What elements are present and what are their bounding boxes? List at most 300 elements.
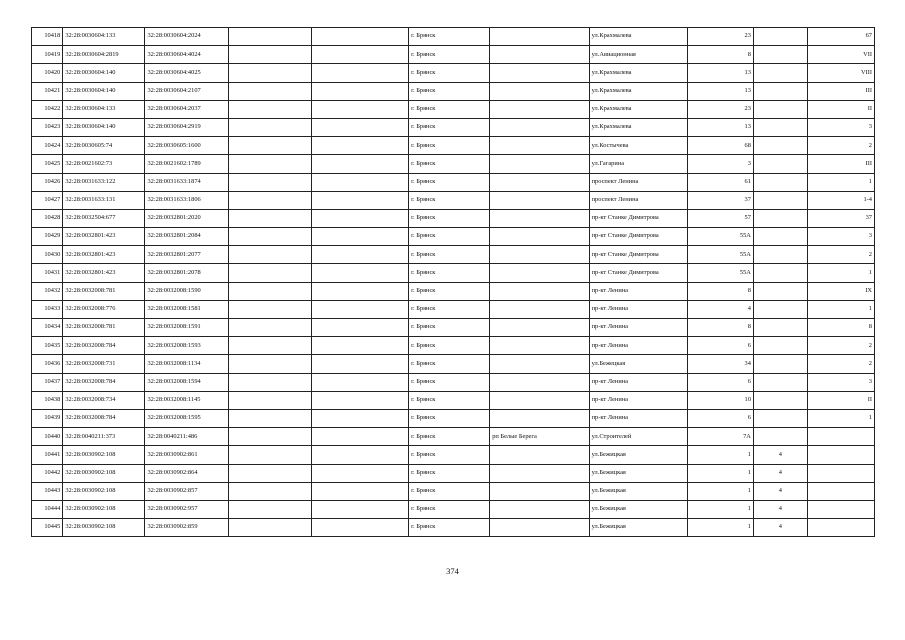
empty-column-cell: [311, 246, 408, 264]
record-number-cell: 10425: [32, 155, 63, 173]
record-number-cell: 10423: [32, 118, 63, 136]
table-row: [32, 118, 875, 136]
street-cell: ул.Крахмалева: [589, 64, 687, 82]
record-number-cell: 10439: [32, 409, 63, 427]
empty-column-cell: [311, 173, 408, 191]
building-number-cell: [753, 118, 807, 136]
apartment-number-cell: [807, 446, 874, 464]
empty-column-cell: [311, 373, 408, 391]
apartment-number-cell: 2: [807, 137, 874, 155]
parcel-cadastral-number-cell: 32:28:0030604:140: [63, 118, 145, 136]
building-number-cell: [753, 246, 807, 264]
locality-cell: г. Брянск: [409, 100, 490, 118]
street-cell: пр-кт Станке Димитрова: [589, 228, 687, 246]
street-cell: ул.Бежицкая: [589, 519, 687, 537]
settlement-cell: [490, 209, 589, 227]
locality-cell: г. Брянск: [409, 28, 490, 46]
parcel-cadastral-number-cell: 32:28:0030902:108: [63, 482, 145, 500]
settlement-cell: [490, 228, 589, 246]
house-number-cell: 13: [687, 64, 753, 82]
settlement-cell: [490, 391, 589, 409]
building-number-cell: [753, 391, 807, 409]
blank-column-cell: [228, 191, 311, 209]
settlement-cell: [490, 482, 589, 500]
blank-column-cell: [228, 319, 311, 337]
empty-column-cell: [311, 500, 408, 518]
street-cell: пр-кт Станке Димитрова: [589, 209, 687, 227]
locality-cell: г. Брянск: [409, 137, 490, 155]
parcel-cadastral-number-cell: 32:28:0021602:73: [63, 155, 145, 173]
house-number-cell: 55А: [687, 246, 753, 264]
street-cell: ул.Крахмалева: [589, 100, 687, 118]
locality-cell: г. Брянск: [409, 173, 490, 191]
locality-cell: г. Брянск: [409, 209, 490, 227]
blank-column-cell: [228, 337, 311, 355]
blank-column-cell: [228, 519, 311, 537]
street-cell: проспект Ленина: [589, 191, 687, 209]
record-number-cell: 10432: [32, 282, 63, 300]
object-cadastral-number-cell: 32:28:0032008:1581: [145, 300, 228, 318]
building-number-cell: [753, 337, 807, 355]
record-number-cell: 10442: [32, 464, 63, 482]
empty-column-cell: [311, 100, 408, 118]
record-number-cell: 10435: [32, 337, 63, 355]
object-cadastral-number-cell: 32:28:0032008:1590: [145, 282, 228, 300]
street-cell: ул.Крахмалева: [589, 82, 687, 100]
settlement-cell: [490, 282, 589, 300]
blank-column-cell: [228, 28, 311, 46]
parcel-cadastral-number-cell: 32:28:0032504:677: [63, 209, 145, 227]
blank-column-cell: [228, 373, 311, 391]
apartment-number-cell: [807, 519, 874, 537]
object-cadastral-number-cell: 32:28:0032801:2078: [145, 264, 228, 282]
locality-cell: г. Брянск: [409, 500, 490, 518]
street-cell: пр-кт Ленина: [589, 337, 687, 355]
house-number-cell: 8: [687, 46, 753, 64]
house-number-cell: 1: [687, 482, 753, 500]
locality-cell: г. Брянск: [409, 337, 490, 355]
blank-column-cell: [228, 246, 311, 264]
building-number-cell: [753, 264, 807, 282]
empty-column-cell: [311, 137, 408, 155]
locality-cell: г. Брянск: [409, 355, 490, 373]
object-cadastral-number-cell: 32:28:0030605:1600: [145, 137, 228, 155]
apartment-number-cell: 3: [807, 228, 874, 246]
apartment-number-cell: IX: [807, 282, 874, 300]
record-number-cell: 10436: [32, 355, 63, 373]
locality-cell: г. Брянск: [409, 373, 490, 391]
blank-column-cell: [228, 137, 311, 155]
record-number-cell: 10419: [32, 46, 63, 64]
building-number-cell: [753, 82, 807, 100]
house-number-cell: 61: [687, 173, 753, 191]
registry-rows: [32, 28, 875, 537]
street-cell: пр-кт Ленина: [589, 373, 687, 391]
street-cell: пр-кт Ленина: [589, 300, 687, 318]
house-number-cell: 6: [687, 337, 753, 355]
parcel-cadastral-number-cell: 32:28:0030902:108: [63, 464, 145, 482]
locality-cell: г. Брянск: [409, 446, 490, 464]
object-cadastral-number-cell: 32:28:0032008:1591: [145, 319, 228, 337]
apartment-number-cell: 8: [807, 319, 874, 337]
house-number-cell: 3: [687, 155, 753, 173]
object-cadastral-number-cell: 32:28:0032008:1594: [145, 373, 228, 391]
object-cadastral-number-cell: 32:28:0032008:1595: [145, 409, 228, 427]
house-number-cell: 1: [687, 464, 753, 482]
apartment-number-cell: II: [807, 391, 874, 409]
house-number-cell: 55А: [687, 264, 753, 282]
object-cadastral-number-cell: 32:28:0032008:1134: [145, 355, 228, 373]
building-number-cell: [753, 209, 807, 227]
settlement-cell: [490, 319, 589, 337]
street-cell: ул.Бежецкая: [589, 355, 687, 373]
locality-cell: г. Брянск: [409, 428, 490, 446]
locality-cell: г. Брянск: [409, 155, 490, 173]
settlement-cell: [490, 409, 589, 427]
blank-column-cell: [228, 118, 311, 136]
settlement-cell: [490, 464, 589, 482]
parcel-cadastral-number-cell: 32:28:0030604:133: [63, 28, 145, 46]
record-number-cell: 10433: [32, 300, 63, 318]
house-number-cell: 7А: [687, 428, 753, 446]
table-row: [32, 519, 875, 537]
empty-column-cell: [311, 155, 408, 173]
house-number-cell: 1: [687, 446, 753, 464]
record-number-cell: 10445: [32, 519, 63, 537]
locality-cell: г. Брянск: [409, 409, 490, 427]
blank-column-cell: [228, 409, 311, 427]
settlement-cell: [490, 264, 589, 282]
empty-column-cell: [311, 428, 408, 446]
record-number-cell: 10427: [32, 191, 63, 209]
blank-column-cell: [228, 391, 311, 409]
settlement-cell: [490, 300, 589, 318]
house-number-cell: 23: [687, 28, 753, 46]
empty-column-cell: [311, 391, 408, 409]
street-cell: ул.Крахмалева: [589, 118, 687, 136]
building-number-cell: 4: [753, 500, 807, 518]
object-cadastral-number-cell: 32:28:0030604:2037: [145, 100, 228, 118]
object-cadastral-number-cell: 32:28:0032801:2084: [145, 228, 228, 246]
registry-table: [31, 27, 875, 537]
object-cadastral-number-cell: 32:28:0030604:2919: [145, 118, 228, 136]
street-cell: ул.Авиационная: [589, 46, 687, 64]
settlement-cell: рп Белые Берега: [490, 428, 589, 446]
table-row: [32, 355, 875, 373]
house-number-cell: 34: [687, 355, 753, 373]
blank-column-cell: [228, 355, 311, 373]
object-cadastral-number-cell: 32:28:0021602:1789: [145, 155, 228, 173]
table-row: [32, 246, 875, 264]
building-number-cell: [753, 319, 807, 337]
parcel-cadastral-number-cell: 32:28:0032801:423: [63, 246, 145, 264]
locality-cell: г. Брянск: [409, 282, 490, 300]
object-cadastral-number-cell: 32:28:0030604:2024: [145, 28, 228, 46]
object-cadastral-number-cell: 32:28:0032008:1593: [145, 337, 228, 355]
settlement-cell: [490, 337, 589, 355]
blank-column-cell: [228, 282, 311, 300]
street-cell: пр-кт Станке Димитрова: [589, 264, 687, 282]
empty-column-cell: [311, 300, 408, 318]
house-number-cell: 8: [687, 282, 753, 300]
table-row: [32, 137, 875, 155]
record-number-cell: 10418: [32, 28, 63, 46]
building-number-cell: [753, 228, 807, 246]
apartment-number-cell: III: [807, 155, 874, 173]
apartment-number-cell: II: [807, 100, 874, 118]
apartment-number-cell: 3: [807, 373, 874, 391]
settlement-cell: [490, 500, 589, 518]
parcel-cadastral-number-cell: 32:28:0032008:784: [63, 409, 145, 427]
empty-column-cell: [311, 118, 408, 136]
street-cell: ул.Гагарина: [589, 155, 687, 173]
apartment-number-cell: 67: [807, 28, 874, 46]
parcel-cadastral-number-cell: 32:28:0032008:784: [63, 373, 145, 391]
record-number-cell: 10441: [32, 446, 63, 464]
table-row: [32, 337, 875, 355]
record-number-cell: 10421: [32, 82, 63, 100]
empty-column-cell: [311, 28, 408, 46]
object-cadastral-number-cell: 32:28:0040211:486: [145, 428, 228, 446]
parcel-cadastral-number-cell: 32:28:0032008:776: [63, 300, 145, 318]
building-number-cell: [753, 428, 807, 446]
parcel-cadastral-number-cell: 32:28:0032801:423: [63, 264, 145, 282]
street-cell: пр-кт Ленина: [589, 282, 687, 300]
table-row: [32, 209, 875, 227]
street-cell: ул.Бежицкая: [589, 464, 687, 482]
locality-cell: г. Брянск: [409, 64, 490, 82]
street-cell: пр-кт Станке Димитрова: [589, 246, 687, 264]
building-number-cell: [753, 173, 807, 191]
house-number-cell: 6: [687, 373, 753, 391]
apartment-number-cell: 1: [807, 264, 874, 282]
object-cadastral-number-cell: 32:28:0030902:861: [145, 446, 228, 464]
table-row: [32, 28, 875, 46]
parcel-cadastral-number-cell: 32:28:0032801:423: [63, 228, 145, 246]
apartment-number-cell: 2: [807, 337, 874, 355]
blank-column-cell: [228, 300, 311, 318]
record-number-cell: 10443: [32, 482, 63, 500]
blank-column-cell: [228, 500, 311, 518]
blank-column-cell: [228, 173, 311, 191]
street-cell: ул.Бежицкая: [589, 500, 687, 518]
settlement-cell: [490, 28, 589, 46]
building-number-cell: [753, 64, 807, 82]
settlement-cell: [490, 137, 589, 155]
locality-cell: г. Брянск: [409, 319, 490, 337]
table-row: [32, 500, 875, 518]
locality-cell: г. Брянск: [409, 118, 490, 136]
building-number-cell: [753, 373, 807, 391]
record-number-cell: 10420: [32, 64, 63, 82]
settlement-cell: [490, 64, 589, 82]
empty-column-cell: [311, 464, 408, 482]
table-row: [32, 300, 875, 318]
house-number-cell: 13: [687, 82, 753, 100]
blank-column-cell: [228, 82, 311, 100]
locality-cell: г. Брянск: [409, 391, 490, 409]
apartment-number-cell: 2: [807, 355, 874, 373]
page-number: 374: [446, 566, 459, 576]
record-number-cell: 10428: [32, 209, 63, 227]
settlement-cell: [490, 246, 589, 264]
settlement-cell: [490, 355, 589, 373]
object-cadastral-number-cell: 32:28:0030604:4024: [145, 46, 228, 64]
table-row: [32, 191, 875, 209]
object-cadastral-number-cell: 32:28:0031633:1874: [145, 173, 228, 191]
parcel-cadastral-number-cell: 32:28:0030604:133: [63, 100, 145, 118]
building-number-cell: [753, 191, 807, 209]
parcel-cadastral-number-cell: 32:28:0030605:74: [63, 137, 145, 155]
house-number-cell: 37: [687, 191, 753, 209]
object-cadastral-number-cell: 32:28:0030604:4025: [145, 64, 228, 82]
house-number-cell: 68: [687, 137, 753, 155]
empty-column-cell: [311, 209, 408, 227]
locality-cell: г. Брянск: [409, 228, 490, 246]
apartment-number-cell: VII: [807, 46, 874, 64]
apartment-number-cell: VIII: [807, 64, 874, 82]
blank-column-cell: [228, 482, 311, 500]
settlement-cell: [490, 446, 589, 464]
record-number-cell: 10440: [32, 428, 63, 446]
settlement-cell: [490, 46, 589, 64]
table-row: [32, 100, 875, 118]
street-cell: ул.Бежицкая: [589, 446, 687, 464]
table-row: [32, 82, 875, 100]
parcel-cadastral-number-cell: 32:28:0032008:781: [63, 319, 145, 337]
building-number-cell: [753, 282, 807, 300]
empty-column-cell: [311, 264, 408, 282]
parcel-cadastral-number-cell: 32:28:0030902:108: [63, 519, 145, 537]
object-cadastral-number-cell: 32:28:0031633:1806: [145, 191, 228, 209]
locality-cell: г. Брянск: [409, 191, 490, 209]
street-cell: ул.Строителей: [589, 428, 687, 446]
record-number-cell: 10422: [32, 100, 63, 118]
building-number-cell: [753, 100, 807, 118]
empty-column-cell: [311, 228, 408, 246]
apartment-number-cell: 1: [807, 300, 874, 318]
object-cadastral-number-cell: 32:28:0030902:864: [145, 464, 228, 482]
empty-column-cell: [311, 446, 408, 464]
empty-column-cell: [311, 64, 408, 82]
blank-column-cell: [228, 46, 311, 64]
parcel-cadastral-number-cell: 32:28:0030604:140: [63, 82, 145, 100]
street-cell: пр-кт Ленина: [589, 391, 687, 409]
parcel-cadastral-number-cell: 32:28:0031633:131: [63, 191, 145, 209]
empty-column-cell: [311, 191, 408, 209]
settlement-cell: [490, 173, 589, 191]
apartment-number-cell: [807, 428, 874, 446]
table-row: [32, 391, 875, 409]
building-number-cell: [753, 28, 807, 46]
street-cell: пр-кт Ленина: [589, 319, 687, 337]
house-number-cell: 1: [687, 519, 753, 537]
record-number-cell: 10438: [32, 391, 63, 409]
empty-column-cell: [311, 355, 408, 373]
table-row: [32, 64, 875, 82]
blank-column-cell: [228, 228, 311, 246]
parcel-cadastral-number-cell: 32:28:0040211:373: [63, 428, 145, 446]
blank-column-cell: [228, 446, 311, 464]
record-number-cell: 10434: [32, 319, 63, 337]
apartment-number-cell: 2: [807, 246, 874, 264]
parcel-cadastral-number-cell: 32:28:0032008:734: [63, 391, 145, 409]
empty-column-cell: [311, 319, 408, 337]
blank-column-cell: [228, 428, 311, 446]
apartment-number-cell: [807, 500, 874, 518]
object-cadastral-number-cell: 32:28:0030902:859: [145, 519, 228, 537]
apartment-number-cell: 1-4: [807, 191, 874, 209]
building-number-cell: [753, 46, 807, 64]
settlement-cell: [490, 519, 589, 537]
object-cadastral-number-cell: 32:28:0032801:2077: [145, 246, 228, 264]
table-row: [32, 173, 875, 191]
street-cell: пр-кт Ленина: [589, 409, 687, 427]
parcel-cadastral-number-cell: 32:28:0030604:2819: [63, 46, 145, 64]
building-number-cell: 4: [753, 519, 807, 537]
blank-column-cell: [228, 64, 311, 82]
locality-cell: г. Брянск: [409, 464, 490, 482]
table-row: [32, 373, 875, 391]
house-number-cell: 6: [687, 409, 753, 427]
building-number-cell: [753, 355, 807, 373]
blank-column-cell: [228, 155, 311, 173]
blank-column-cell: [228, 209, 311, 227]
settlement-cell: [490, 373, 589, 391]
parcel-cadastral-number-cell: 32:28:0032008:781: [63, 282, 145, 300]
record-number-cell: 10424: [32, 137, 63, 155]
table-row: [32, 409, 875, 427]
house-number-cell: 13: [687, 118, 753, 136]
object-cadastral-number-cell: 32:28:0030902:857: [145, 482, 228, 500]
record-number-cell: 10426: [32, 173, 63, 191]
locality-cell: г. Брянск: [409, 482, 490, 500]
parcel-cadastral-number-cell: 32:28:0030902:108: [63, 446, 145, 464]
settlement-cell: [490, 118, 589, 136]
street-cell: проспект Ленина: [589, 173, 687, 191]
house-number-cell: 4: [687, 300, 753, 318]
settlement-cell: [490, 100, 589, 118]
locality-cell: г. Брянск: [409, 264, 490, 282]
street-cell: ул.Костычева: [589, 137, 687, 155]
empty-column-cell: [311, 409, 408, 427]
table-row: [32, 228, 875, 246]
house-number-cell: 8: [687, 319, 753, 337]
settlement-cell: [490, 191, 589, 209]
parcel-cadastral-number-cell: 32:28:0032008:784: [63, 337, 145, 355]
empty-column-cell: [311, 282, 408, 300]
building-number-cell: [753, 137, 807, 155]
table-row: [32, 282, 875, 300]
parcel-cadastral-number-cell: 32:28:0032008:731: [63, 355, 145, 373]
locality-cell: г. Брянск: [409, 519, 490, 537]
table-row: [32, 482, 875, 500]
table-row: [32, 428, 875, 446]
house-number-cell: 10: [687, 391, 753, 409]
object-cadastral-number-cell: 32:28:0032801:2020: [145, 209, 228, 227]
apartment-number-cell: 1: [807, 409, 874, 427]
empty-column-cell: [311, 46, 408, 64]
parcel-cadastral-number-cell: 32:28:0030902:108: [63, 500, 145, 518]
empty-column-cell: [311, 337, 408, 355]
table-row: [32, 319, 875, 337]
empty-column-cell: [311, 82, 408, 100]
street-cell: ул.Бежицкая: [589, 482, 687, 500]
record-number-cell: 10437: [32, 373, 63, 391]
apartment-number-cell: 3: [807, 118, 874, 136]
table-row: [32, 464, 875, 482]
building-number-cell: [753, 300, 807, 318]
